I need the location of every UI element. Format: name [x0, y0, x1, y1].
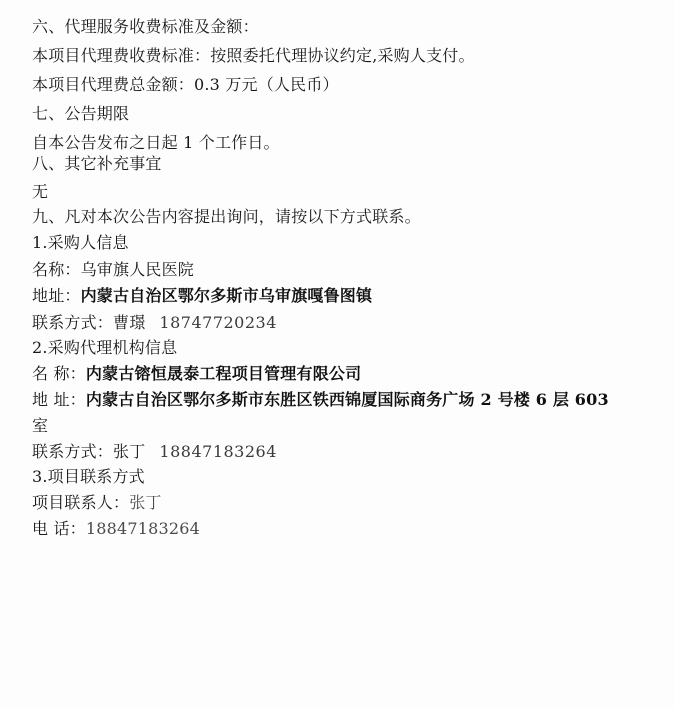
- agency-address-row: [32, 390, 609, 410]
- agency-contact-phone: 18847183264: [159, 442, 277, 461]
- purchaser-name-label: 名称：: [32, 260, 81, 279]
- project-contact-phone: 18847183264: [85, 519, 201, 538]
- agency-contact-row: [32, 442, 277, 462]
- purchaser-contact-phone: 18747720234: [159, 313, 277, 332]
- purchaser-contact-label: 联系方式：: [32, 313, 114, 332]
- agency-name-label: 名 称：: [32, 364, 86, 383]
- agency-heading: 2.采购代理机构信息: [32, 338, 178, 357]
- section-6-heading: 六、代理服务收费标准及金额：: [32, 17, 259, 36]
- section-9-heading: 九、凡对本次公告内容提出询问，请按以下方式联系。: [32, 207, 421, 226]
- project-contact-phone-label: 电 话：: [32, 519, 86, 538]
- project-contact-person: 张丁: [129, 493, 162, 512]
- purchaser-name: 乌审旗人民医院: [80, 260, 195, 279]
- section-7-heading: 七、公告期限: [32, 104, 130, 123]
- agency-address-line1: 内蒙古自治区鄂尔多斯市东胜区铁西锦厦国际商务广场 2 号楼 6 层 603: [85, 390, 609, 409]
- agency-address-line2: 室: [32, 416, 49, 435]
- purchaser-name-row: [32, 260, 194, 280]
- purchaser-contact-person: 曹璟: [113, 313, 146, 332]
- project-contact-person-row: [32, 493, 162, 513]
- agency-name: 内蒙古镕恒晟泰工程项目管理有限公司: [85, 364, 362, 383]
- notice-period-text: 自本公告发布之日起 1 个工作日。: [32, 133, 280, 152]
- section-8-heading: 八、其它补充事宜: [32, 154, 162, 173]
- agency-contact-label: 联系方式：: [32, 442, 114, 461]
- purchaser-address-row: [32, 286, 372, 306]
- fee-total-text: 本项目代理费总金额：0.3 万元（人民币）: [32, 75, 339, 94]
- agency-address-label: 地 址：: [32, 390, 86, 409]
- project-contact-phone-row: [32, 519, 200, 539]
- supplementary-text: 无: [32, 182, 49, 201]
- agency-contact-person: 张丁: [113, 442, 146, 461]
- purchaser-contact-row: [32, 313, 277, 333]
- purchaser-address-label: 地址：: [32, 286, 81, 305]
- project-contact-heading: 3.项目联系方式: [32, 467, 145, 486]
- purchaser-address: 内蒙古自治区鄂尔多斯市乌审旗嘎鲁图镇: [80, 286, 373, 305]
- fee-standard-text: 本项目代理费收费标准：按照委托代理协议约定,采购人支付。: [32, 46, 475, 65]
- purchaser-heading: 1.采购人信息: [32, 233, 129, 252]
- project-contact-person-label: 项目联系人：: [32, 493, 130, 512]
- agency-name-row: [32, 364, 361, 384]
